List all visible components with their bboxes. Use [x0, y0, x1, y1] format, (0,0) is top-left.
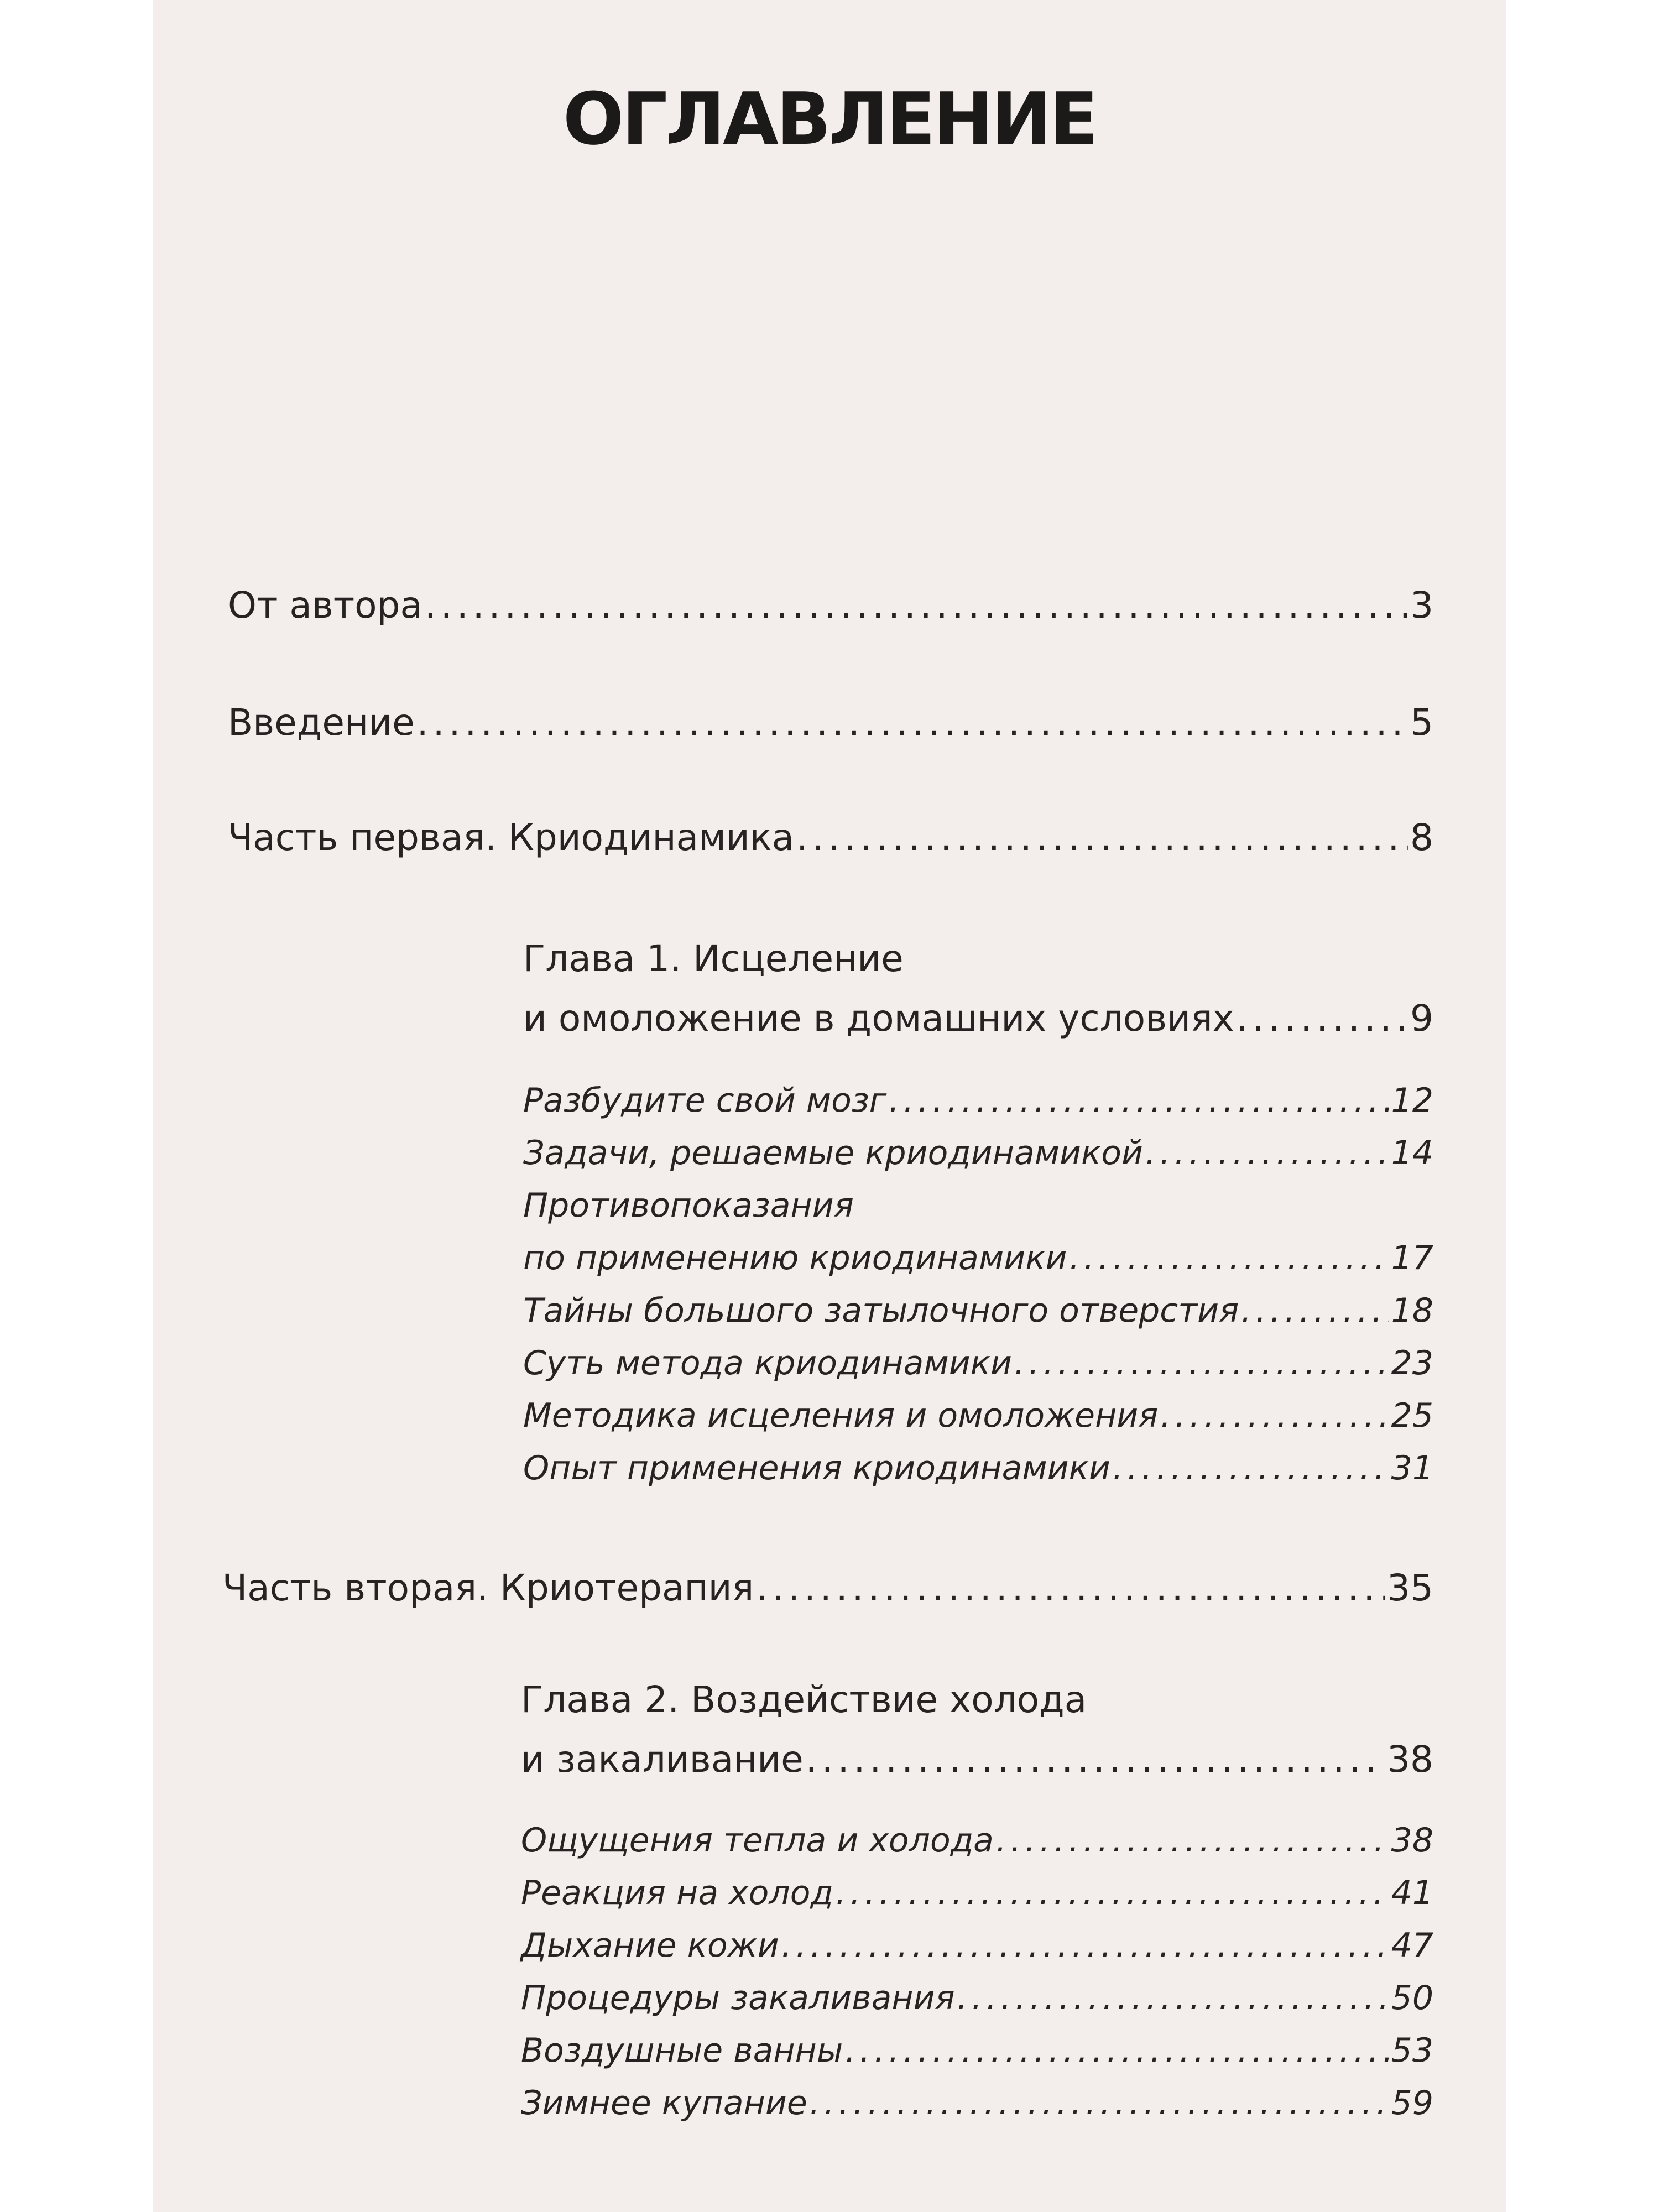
toc-section-entry: [523, 1132, 1433, 1174]
toc-section-title-line1: Противопоказания: [523, 1186, 854, 1225]
toc-section-entry: [523, 1395, 1433, 1437]
dot-leader: [810, 2082, 1389, 2124]
toc-section-entry: [523, 1447, 1433, 1489]
dot-leader: [796, 816, 1408, 860]
toc-section-title: Ощущения тепла и холода: [521, 1821, 994, 1860]
dot-leader: [1145, 1132, 1389, 1174]
toc-section-page: 41: [1391, 1874, 1433, 1912]
dot-leader: [806, 1730, 1385, 1790]
toc-entry-page: 38: [1387, 1738, 1433, 1781]
toc-section-entry: [523, 1079, 1433, 1121]
toc-section-page: 17: [1391, 1239, 1433, 1277]
toc-chapter-1-title-line1: Глава 1. Исцеление: [523, 937, 904, 980]
toc-section-entry: [521, 2030, 1433, 2072]
dot-leader: [996, 1819, 1389, 1861]
dot-leader: [1160, 1395, 1389, 1437]
toc-section-page: 12: [1391, 1081, 1433, 1120]
dot-leader: [1241, 1290, 1389, 1332]
toc-chapter-2-title-line1: Глава 2. Воздействие холода: [521, 1678, 1087, 1721]
toc-entry-title: и закаливание: [521, 1738, 804, 1781]
toc-section-entry: [521, 2082, 1433, 2124]
dot-leader: [845, 2030, 1389, 2072]
toc-section-page: 59: [1391, 2084, 1433, 2122]
toc-section-title: Опыт применения криодинамики: [523, 1449, 1110, 1488]
toc-entry-chapter-1: [523, 989, 1433, 1048]
page-title: ОГЛАВЛЕНИЕ: [562, 77, 1097, 161]
dot-leader: [425, 583, 1408, 628]
toc-section-title: Воздушные ванны: [521, 2031, 843, 2070]
toc-section-entry: [521, 1819, 1433, 1861]
toc-entry-title: От автора: [228, 584, 422, 627]
toc-section-title: Разбудите свой мозг: [523, 1081, 887, 1120]
toc-section-title: Суть метода криодинамики: [523, 1344, 1012, 1383]
toc-section-entry: [523, 1237, 1433, 1279]
dot-leader: [417, 701, 1408, 745]
toc-section-title: Дыхание кожи: [521, 1926, 779, 1965]
dot-leader: [957, 1977, 1389, 2019]
toc-entry-part-one: [228, 816, 1433, 860]
toc-entry-introduction: [228, 701, 1433, 745]
dot-leader: [1237, 989, 1408, 1048]
dot-leader: [836, 1872, 1389, 1914]
dot-leader: [889, 1079, 1389, 1121]
toc-entry-page: 5: [1410, 701, 1433, 744]
dot-leader: [1069, 1237, 1389, 1279]
toc-section-page: 50: [1391, 1979, 1433, 2017]
toc-section-entry: [523, 1342, 1433, 1384]
toc-entry-page: 8: [1410, 816, 1433, 859]
toc-section-title: Реакция на холод: [521, 1874, 833, 1912]
toc-section-title: Задачи, решаемые криодинамикой: [523, 1134, 1143, 1172]
dot-leader: [1014, 1342, 1389, 1384]
toc-section-entry: [521, 1924, 1433, 1966]
toc-entry-title: Часть первая. Криодинамика: [228, 816, 795, 859]
dot-leader: [781, 1924, 1389, 1966]
dot-leader: [756, 1566, 1385, 1610]
toc-entry-title: Введение: [228, 701, 415, 744]
toc-section-title: Процедуры закаливания: [521, 1979, 955, 2017]
toc-section-page: 53: [1391, 2031, 1433, 2070]
toc-section-title: Методика исцеления и омоложения: [523, 1396, 1159, 1435]
toc-entry-part-two: [222, 1566, 1433, 1610]
toc-entry-page: 3: [1410, 584, 1433, 627]
toc-section-entry: [521, 1872, 1433, 1914]
toc-entry-page: 35: [1387, 1567, 1433, 1609]
toc-section-title: по применению криодинамики: [523, 1239, 1067, 1277]
toc-section-entry: [523, 1290, 1433, 1332]
toc-section-page: 25: [1391, 1396, 1433, 1435]
toc-section-page: 31: [1391, 1449, 1433, 1488]
toc-entry-chapter-2: [521, 1730, 1433, 1790]
toc-section-page: 38: [1391, 1821, 1433, 1860]
toc-entry-page: 9: [1410, 997, 1433, 1040]
toc-section-page: 14: [1391, 1134, 1433, 1172]
toc-entry-title: Часть вторая. Криотерапия: [222, 1567, 754, 1609]
toc-section-title: Тайны большого затылочного отверстия: [523, 1291, 1239, 1330]
toc-section-page: 18: [1391, 1291, 1433, 1330]
book-page: [153, 0, 1506, 2212]
toc-section-page: 47: [1391, 1926, 1433, 1965]
toc-section-entry: [521, 1977, 1433, 2019]
toc-section-page: 23: [1391, 1344, 1433, 1383]
toc-entry-title: и омоложение в домашних условиях: [523, 997, 1234, 1040]
toc-entry-from-author: [228, 583, 1433, 628]
dot-leader: [1113, 1447, 1389, 1489]
toc-section-title: Зимнее купание: [521, 2084, 807, 2122]
